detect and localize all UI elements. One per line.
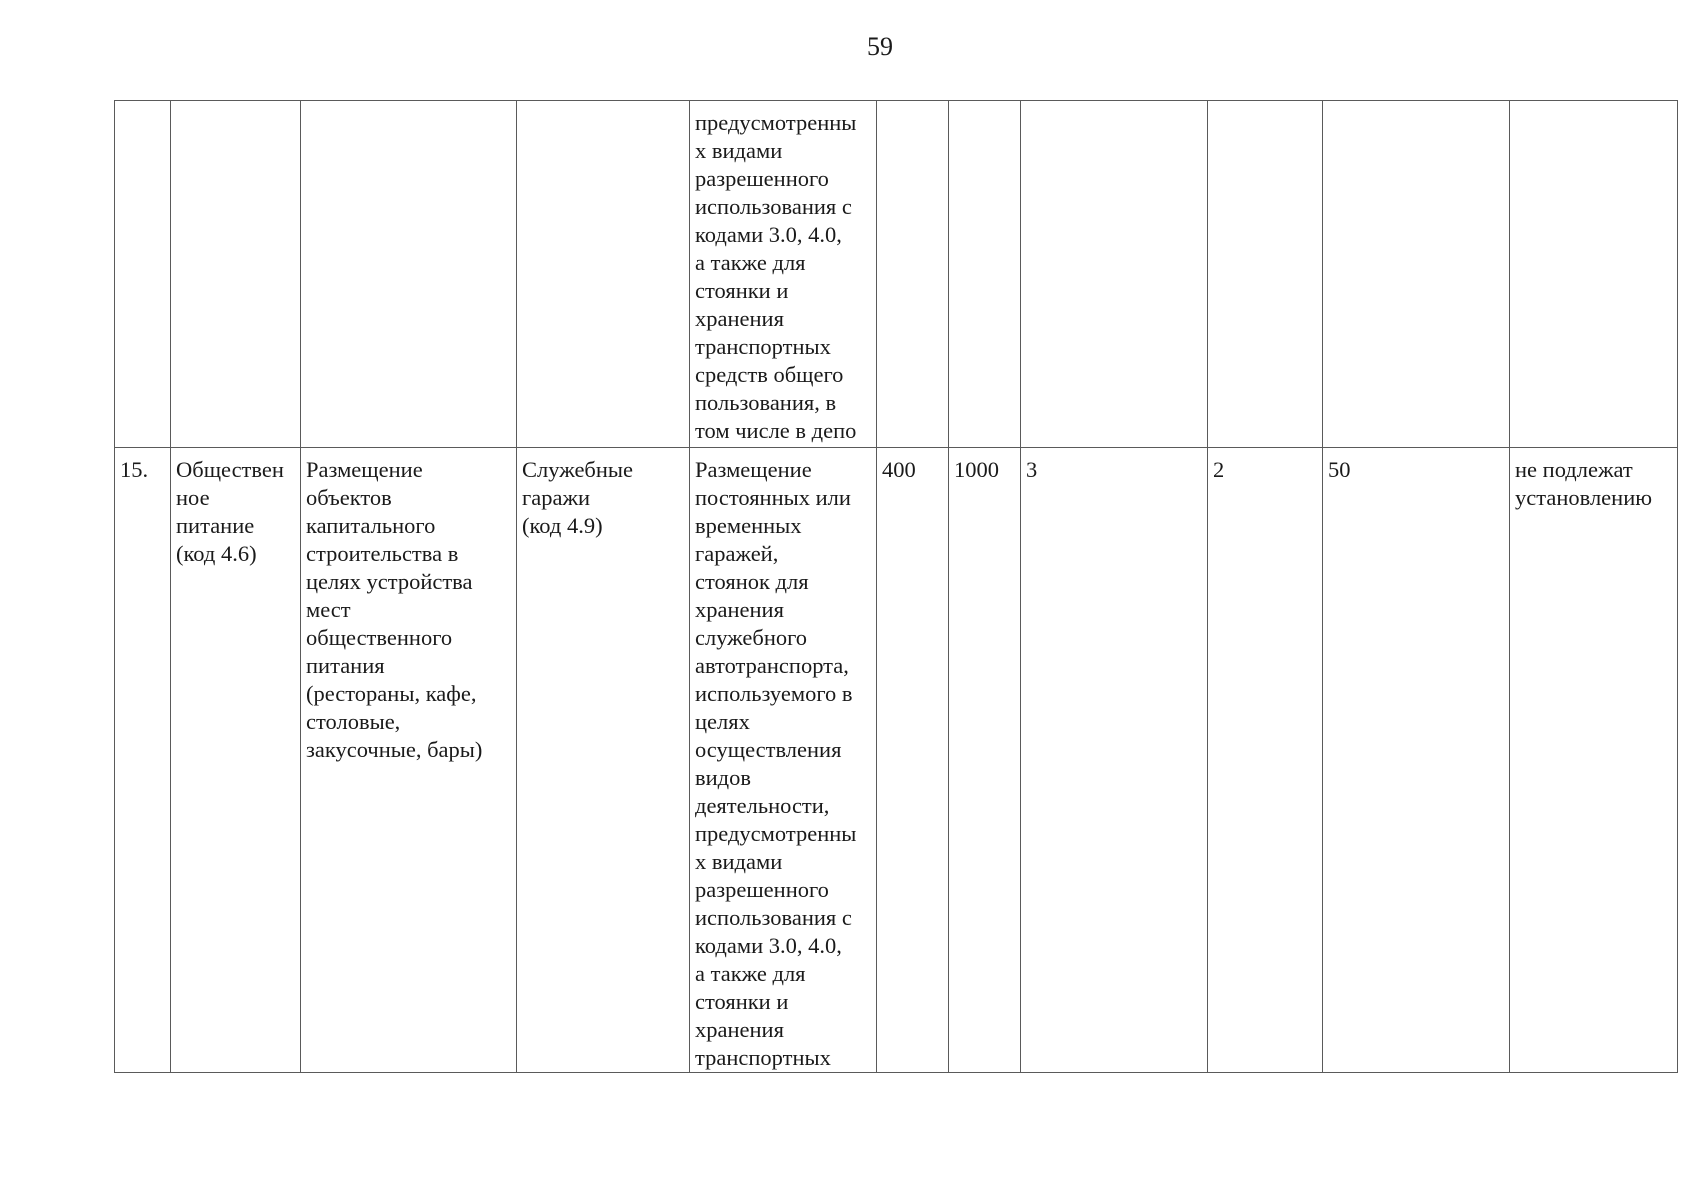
cell-text-line: мест <box>306 597 351 622</box>
cell-text-line: транспортных <box>695 334 831 359</box>
cell-max-area <box>949 101 1021 448</box>
cell-text-line: целях устройства <box>306 569 473 594</box>
cell-text-line: предусмотренны <box>695 821 857 846</box>
table-row <box>115 448 1678 1073</box>
cell-text-line: 2 <box>1213 457 1225 482</box>
cell-text-line: том числе в депо <box>695 418 857 443</box>
cell-text-line: Обществен <box>176 457 284 482</box>
cell-text-line: разрешенного <box>695 877 829 902</box>
cell-text-line: ное <box>176 485 210 510</box>
cell-text-line: (рестораны, кафе, <box>306 681 477 706</box>
cell-text-line: служебного <box>695 625 808 650</box>
cell-text-line: автотранспорта, <box>695 653 849 678</box>
cell-text-line: общественного <box>306 625 453 650</box>
cell-max-floors <box>1021 101 1208 448</box>
cell-number <box>115 448 171 1073</box>
cell-text-line: столовые, <box>306 709 401 734</box>
cell-max-coverage <box>1323 101 1510 448</box>
cell-text-line: 1000 <box>954 457 999 482</box>
cell-text-line: установлению <box>1515 485 1653 510</box>
cell-main-use-description <box>301 101 517 448</box>
cell-text-line: гаражей, <box>695 541 779 566</box>
cell-text-line: стоянок для <box>695 569 809 594</box>
cell-text-line: осуществления <box>695 737 842 762</box>
cell-min-area <box>877 101 949 448</box>
cell-other-params <box>1510 101 1678 448</box>
cell-text-line: капитального <box>306 513 436 538</box>
cell-text-line: питания <box>306 653 385 678</box>
cell-text-line: 15. <box>120 457 149 482</box>
cell-text-line: хранения <box>695 1017 784 1042</box>
cell-min-setback <box>1208 448 1323 1073</box>
cell-text-line: кодами 3.0, 4.0, <box>695 933 842 958</box>
cell-text-line: объектов <box>306 485 392 510</box>
cell-text-line: стоянки и <box>695 989 789 1014</box>
cell-text-line: (код 4.9) <box>522 513 603 538</box>
cell-text-line: деятельности, <box>695 793 830 818</box>
cell-text-line: средств общего <box>695 362 844 387</box>
cell-text-line: временных <box>695 513 802 538</box>
cell-text-line: используемого в <box>695 681 853 706</box>
cell-text-line: предусмотренны <box>695 110 857 135</box>
cell-text-line: 400 <box>882 457 916 482</box>
cell-auxiliary-use <box>517 101 690 448</box>
cell-text-line: транспортных <box>695 1045 831 1070</box>
cell-other-params <box>1510 448 1678 1073</box>
cell-main-use <box>171 448 301 1073</box>
cell-text-line: закусочные, бары) <box>306 737 483 762</box>
cell-max-area <box>949 448 1021 1073</box>
cell-text-line: стоянки и <box>695 278 789 303</box>
cell-text-line: Служебные <box>522 457 634 482</box>
cell-text-line: использования с <box>695 194 852 219</box>
cell-text-line: пользования, в <box>695 390 837 415</box>
cell-main-use <box>171 101 301 448</box>
cell-text-line: разрешенного <box>695 166 829 191</box>
cell-text-line: не подлежат <box>1515 457 1633 482</box>
page-number: 59 <box>867 32 893 61</box>
cell-text-line: видов <box>695 765 751 790</box>
cell-text-line: 3 <box>1026 457 1038 482</box>
cell-main-use-description <box>301 448 517 1073</box>
cell-text-line: хранения <box>695 306 784 331</box>
cell-text-line: а также для <box>695 961 806 986</box>
cell-max-floors <box>1021 448 1208 1073</box>
cell-text-line: хранения <box>695 597 784 622</box>
cell-auxiliary-use-description <box>690 448 877 1073</box>
cell-text-line: целях <box>695 709 750 734</box>
cell-text-line: х видами <box>695 849 783 874</box>
cell-auxiliary-use-description <box>690 101 877 448</box>
cell-max-coverage <box>1323 448 1510 1073</box>
zoning-table <box>114 100 1678 1073</box>
cell-text-line: Размещение <box>695 457 812 482</box>
cell-text-line: питание <box>176 513 255 538</box>
cell-text-line: х видами <box>695 138 783 163</box>
cell-text-line: а также для <box>695 250 806 275</box>
cell-auxiliary-use <box>517 448 690 1073</box>
cell-text-line: 50 <box>1328 457 1351 482</box>
cell-text-line: использования с <box>695 905 852 930</box>
cell-text-line: постоянных или <box>695 485 851 510</box>
table-row <box>115 101 1678 448</box>
cell-text-line: кодами 3.0, 4.0, <box>695 222 842 247</box>
cell-text-line: (код 4.6) <box>176 541 257 566</box>
cell-min-area <box>877 448 949 1073</box>
cell-text-line: Размещение <box>306 457 423 482</box>
cell-text-line: строительства в <box>306 541 459 566</box>
cell-text-line: гаражи <box>522 485 591 510</box>
cell-number <box>115 101 171 448</box>
cell-min-setback <box>1208 101 1323 448</box>
